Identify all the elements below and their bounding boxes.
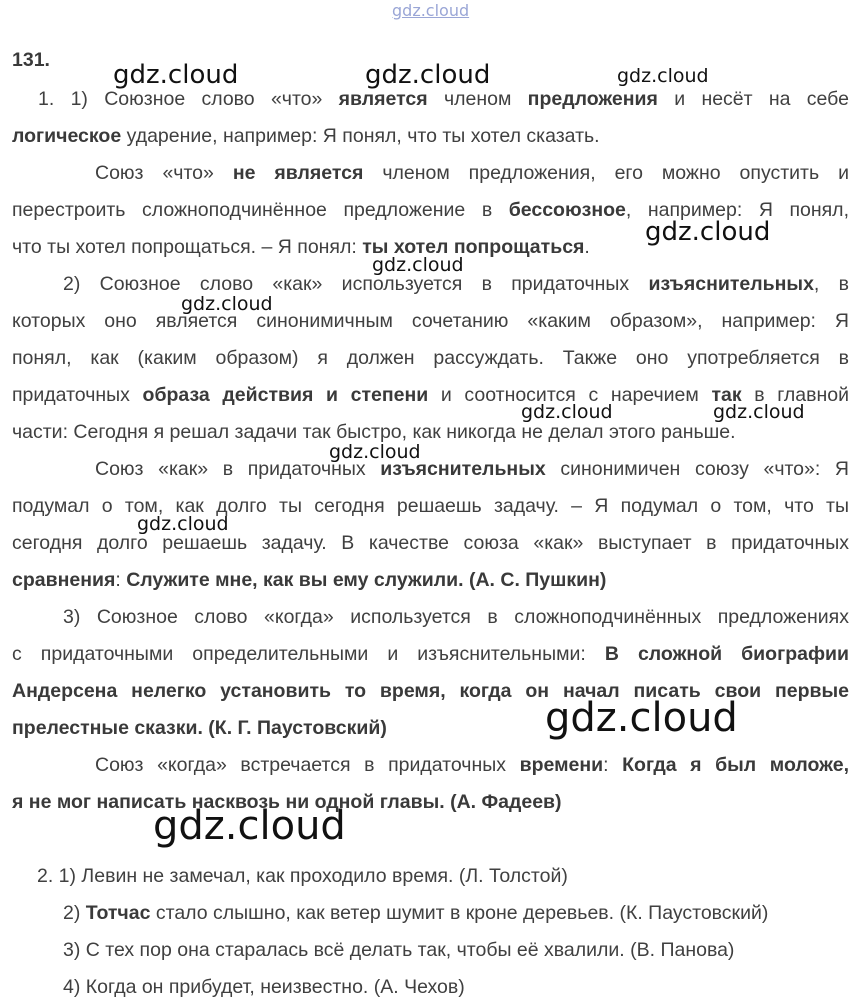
text-line: понял, как (каким образом) я должен рассуждать. Также оно употребляется в [12,347,849,369]
text-line: Союз «как» в придаточных изъяснительных синонимичен союзу «что»: Я [95,458,849,480]
text-line: 4) Когда он прибудет, неизвестно. (А. Чехов) [63,976,465,998]
text-line: части: Сегодня я решал задачи так быстро, как никогда не делал этого раньше. [12,421,736,443]
text-line: 2. 1) Левин не замечал, как проходило время. (Л. Толстой) [37,865,568,887]
text-line: 1. 1) Союзное слово «что» является членом предложения и несёт на себе [38,88,849,110]
text-line: которых оно является синонимичным сочетанию «каким образом», например: Я [12,310,849,332]
text-line: прелестные сказки. (К. Г. Паустовский) [12,717,387,739]
watermark: gdz.cloud [521,401,613,423]
task-number: 131. [12,49,50,71]
text-line: с придаточными определительными и изъяснительными: В сложной биографии [12,643,849,665]
text-line: 2) Тотчас стало слышно, как ветер шумит в кроне деревьев. (К. Паустовский) [63,902,769,924]
text-line: перестроить сложноподчинённое предложение в бессоюзное, например: Я понял, [12,199,849,221]
watermark: gdz.cloud [372,254,464,276]
watermark: gdz.cloud [645,217,771,247]
text-line: Андерсена нелегко установить то время, когда он начал писать свои первые [12,680,849,702]
watermark: gdz.cloud [365,60,491,90]
watermark: gdz.cloud [617,65,709,87]
text-line: Союз «что» не является членом предложения, его можно опустить и [95,162,849,184]
watermark: gdz.cloud [181,293,273,315]
watermark: gdz.cloud [329,441,421,463]
watermark: gdz.cloud [113,60,239,90]
text-line: Союз «когда» встречается в придаточных времени: Когда я был моложе, [95,754,849,776]
text-line: подумал о том, как долго ты сегодня решаешь задачу. – Я подумал о том, что ты [12,495,849,517]
text-line: 3) С тех пор она старалась всё делать так, чтобы её хвалили. (В. Панова) [63,939,735,961]
watermark: gdz.cloud [153,803,346,849]
text-line: логическое ударение, например: Я понял, что ты хотел сказать. [12,125,600,147]
watermark: gdz.cloud [713,401,805,423]
watermark: gdz.cloud [137,513,229,535]
watermark: gdz.cloud [545,695,738,741]
text-line: сравнения: Служите мне, как вы ему служили. (А. С. Пушкин) [12,569,607,591]
text-line: что ты хотел попрощаться. – Я понял: ты хотел попрощаться. [12,236,590,258]
watermark: gdz.cloud [392,1,470,20]
text-line: 3) Союзное слово «когда» используется в сложноподчинённых предложениях [63,606,849,628]
text-line: придаточных образа действия и степени и соотносится с наречием так в главной [12,384,850,406]
text-line: сегодня долго решаешь задачу. В качестве союза «как» выступает в придаточных [12,532,849,554]
text-line: 2) Союзное слово «как» используется в придаточных изъяснительных, в [63,273,849,295]
text-line: я не мог написать насквозь ни одной главы. (А. Фадеев) [12,791,562,813]
